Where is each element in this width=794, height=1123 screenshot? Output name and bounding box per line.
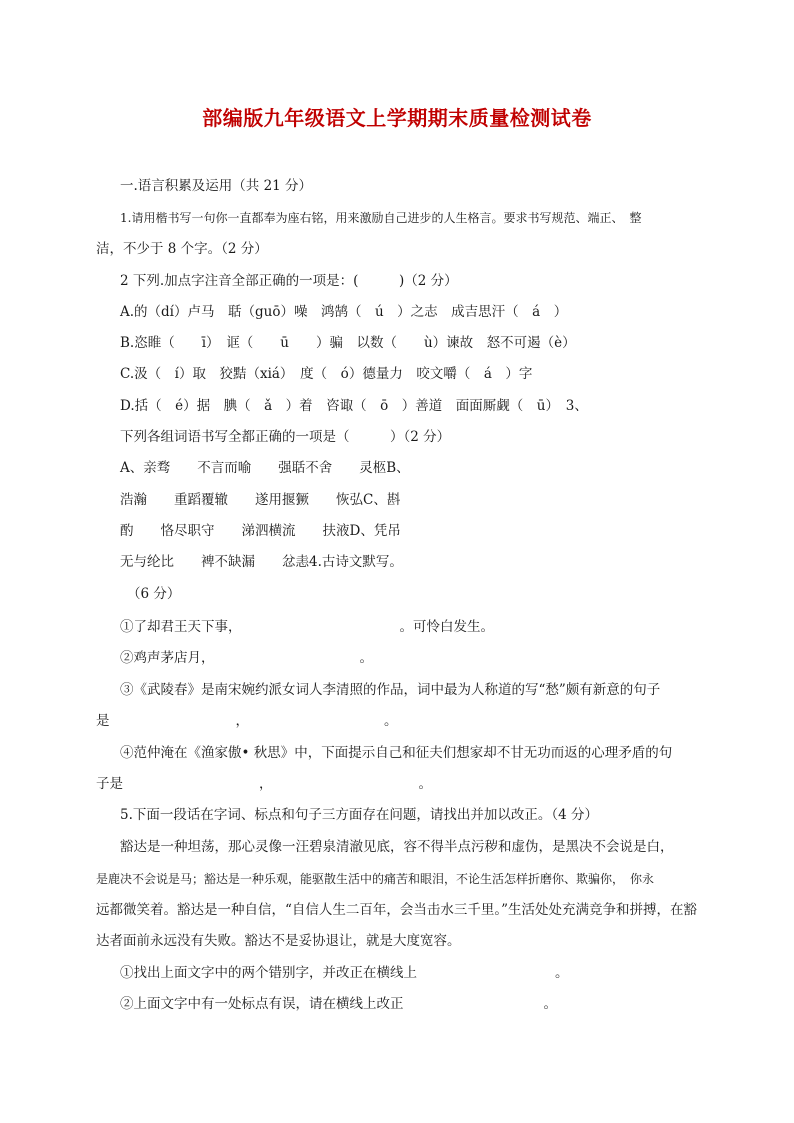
q4-item2 [120, 649, 373, 667]
q5-subquestion1 [120, 964, 569, 982]
q4-score: （6 分） [127, 586, 181, 602]
q5-sub2-prefix: ②上面文字中有一处标点有误，请在横线上改正 [120, 996, 404, 1012]
q2-option-c: C.汲（ í）取 狡黠（xiá） 度（ ó）德量力 咬文嚼（ á ）字 [120, 366, 533, 382]
q5-passage-line1: 豁达是一种坦荡，那心灵像一汪碧泉清澈见底，容不得半点污秽和虚伪，是黑决不会说是白， [120, 839, 674, 855]
q3-stem: 下列各组词语书写全都正确的一项是（ ）（2 分） [120, 429, 451, 445]
q4-item3-prefix: 是 [96, 713, 110, 729]
q3-row2: 浩瀚 重蹈覆辙 遂用揠獗 恢弘C、斟 [120, 492, 401, 508]
q4-item2-suffix: 。 [359, 650, 373, 666]
q1-line1: 1.请用楷书写一句你一直都奉为座右铭，用来激励自己进步的人生格言。要求书写规范、端正、 整 [120, 211, 642, 225]
q2-option-d: D.括（ é）据 腆（ ǎ ）着 咨诹（ ō ）善道 面面厮觑（ ū） 3、 [120, 398, 588, 414]
q4-item1 [120, 618, 494, 636]
page-title: 部编版九年级语文上学期期末质量检测试卷 [202, 106, 592, 130]
q5-sub1-prefix: ①找出上面文字中的两个错别字，并改正在横线上 [120, 965, 417, 981]
q4-item4-mid: ， [259, 776, 273, 792]
q2-option-b: B.恣睢（ ī） 诓（ ū ）骗 以数（ ù）谏故 怒不可遏（è） [120, 335, 576, 351]
q4-item3-mid: ， [235, 713, 249, 729]
q2-option-a: A.的（dí）卢马 聒（guō）噪 鸿鹄（ ú ）之志 成吉思汗（ á ） [120, 304, 568, 320]
q5-subquestion2 [120, 995, 557, 1013]
q5-sub1-end: 。 [555, 965, 569, 981]
q4-item1-suffix: 。可怜白发生。 [399, 619, 494, 635]
q3-row1: A、亲骛 不言而喻 强聒不舍 灵柩B、 [120, 460, 410, 476]
q5-passage-line3: 远都微笑着。豁达是一种自信，“自信人生二百年，会当击水三千里。”生活处处充满竞争和拼搏，在豁 [96, 902, 698, 918]
q3-row3: 酌 恪尽职守 涕泗横流 扶液D、凭吊 [120, 523, 401, 539]
q4-item4-line1: ④范仲淹在《渔家傲• 秋思》中，下面提示自己和征夫们想家却不甘无功而返的心理矛盾的句 [120, 745, 673, 761]
q4-item4-line2 [96, 775, 432, 793]
q3-row4: 无与纶比 裨不缺漏 忿恚4.古诗文默写。 [120, 554, 403, 570]
q2-stem: 2 下列.加点字注音全部正确的一项是：( )（2 分） [120, 273, 458, 289]
q4-item2-prefix: ②鸡声茅店月， [120, 650, 215, 666]
q5-passage-line4: 达者面前永远没有失败。豁达不是妥协退让，就是大度宽容。 [96, 933, 461, 949]
q4-item3-end: 。 [384, 713, 398, 729]
q4-item1-prefix: ①了却君王天下事， [120, 619, 242, 635]
section-heading: 一.语言积累及运用（共 21 分） [120, 178, 313, 194]
q4-item3-line2 [96, 712, 398, 730]
q5-sub2-end: 。 [543, 996, 557, 1012]
q1-line2: 洁，不少于 8 个字。（2 分） [96, 241, 268, 257]
q4-item4-prefix: 子是 [96, 776, 123, 792]
q5-passage-line2: 是鹿决不会说是马；豁达是一种乐观，能驱散生活中的痛苦和眼泪，不论生活怎样折磨你、欺骗你， 你永 [96, 872, 655, 886]
q4-item3-line1: ③《武陵春》是南宋婉约派女词人李清照的作品，词中最为人称道的写“愁”颇有新意的句子 [120, 682, 661, 698]
q4-item4-end: 。 [418, 776, 432, 792]
q5-stem: 5.下面一段话在字词、标点和句子三方面存在问题，请找出并加以改正。（4 分） [120, 807, 599, 823]
